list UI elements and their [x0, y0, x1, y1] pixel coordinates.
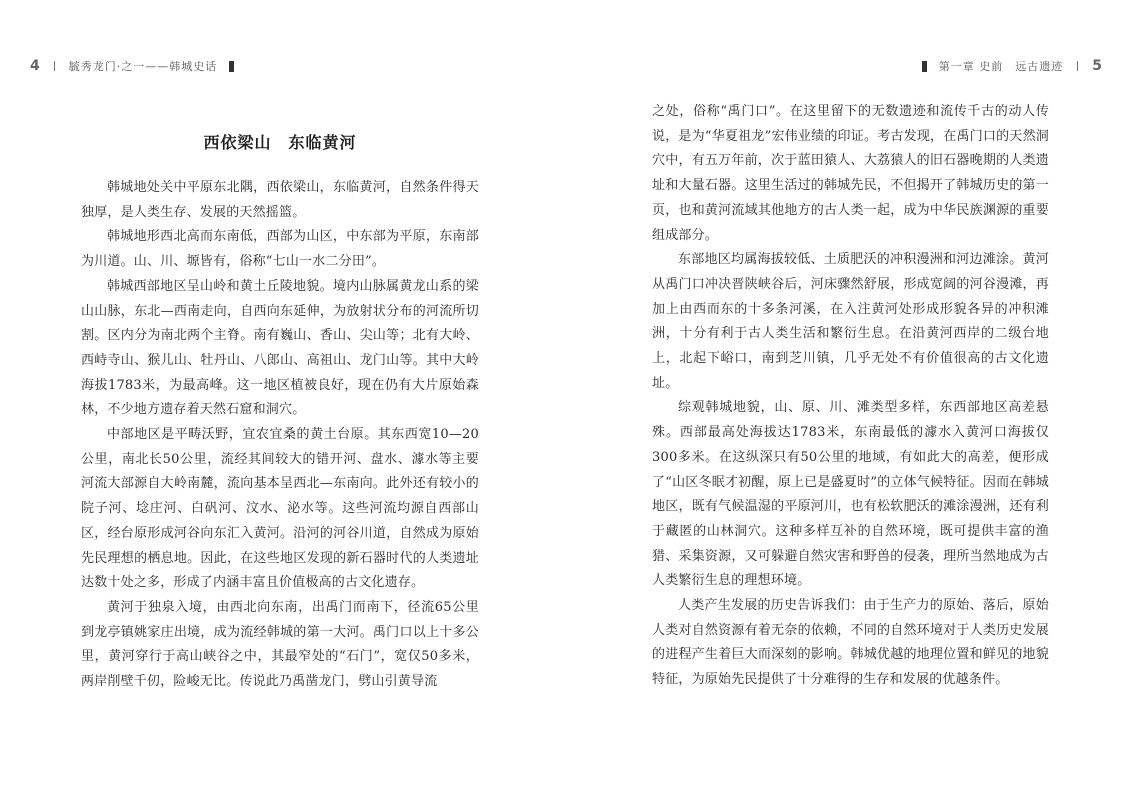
left-running-header — [30, 56, 246, 76]
section-title: 西依梁山 东临黄河 — [203, 133, 357, 152]
paragraph: 韩城地形西北高而东南低，西部为山区，中东部为平原，东南部为川道。山、川、塬皆有，俗称“七山一水二分田”。 — [81, 229, 479, 270]
paragraph: 人类产生发展的历史告诉我们：由于生产力的原始、落后，原始人类对自然资源有着无奈的依赖，不同的自然环境对于人类历史发展的进程产生着巨大而深刻的影响。韩城优越的地理位置和鲜见的地貌特征，为原始先民提供了十分难得的生存和发展的优越条件。 — [652, 598, 1049, 688]
header-block-marker — [229, 61, 234, 72]
left-page-number: 4 — [30, 58, 40, 74]
paragraph: 黄河于独泉入境，由西北向东南，出禹门而南下，径流65公里到龙亭镇姚家庄出境，成为流经韩城的第一大河。禹门口以上十多公里，黄河穿行于高山峡谷之中，其最窄处的“石门”，宽仅50多米，两岸削壁千仞，险峻无比。传说此乃禹凿龙门，劈山引黄导流 — [81, 599, 479, 690]
paragraph: 综观韩城地貌，山、原、川、滩类型多样，东西部地区高差悬殊。西部最高处海拔达1783米，东南最低的澽水入黄河口海拔仅300多米。在这纵深只有50公里的地域，有如此大的高差，便形成了“山区冬眠才初醒，原上已是盛夏时”的立体气候特征。因而在韩城地区，既有气候温湿的平原河川，也有松软肥沃的滩涂漫洲，还有利于藏匿的山林洞穴。这种多样互补的自然环境，既可提供丰富的渔猎、采集资源，又可躲避自然灾害和野兽的侵袭，理所当然地成为古人类繁衍生息的理想环境。 — [652, 400, 1049, 589]
right-page-number: 5 — [1092, 58, 1102, 74]
header-block-marker — [922, 61, 927, 72]
paragraph: 韩城地处关中平原东北隅，西依梁山，东临黄河，自然条件得天独厚，是人类生存、发展的天然摇篮。 — [81, 180, 479, 220]
header-divider — [54, 61, 55, 71]
left-body-text — [81, 176, 479, 695]
paragraph: 韩城西部地区呈山岭和黄土丘陵地貌。境内山脉属黄龙山系的梁山山脉，东北—西南走向，自西向东延伸，为放射状分布的河流所切割。区内分为南北两个主脊。南有巍山、香山、尖山等；北有大岭、西峙寺山、猴儿山、牡丹山、八郎山、高祖山、龙门山等。其中大岭海拔1783米，为最高峰。这一地区植被良好，现在仍有大片原始森林，不少地方遗存着天然石窟和洞穴。 — [81, 278, 479, 418]
paragraph: 东部地区均属海拔较低、土质肥沃的冲积漫洲和河边滩涂。黄河从禹门口冲决晋陕峡谷后，河床骤然舒展，形成宽阔的河谷漫滩，再加上由西而东的十多条河溪，在入注黄河处形成形貌各异的冲积滩洲，十分有利于古人类生活和繁衍生息。在沿黄河西岸的二级台地上，北起下峪口，南到芝川镇，几乎无处不有价值很高的古文化遗址。 — [652, 252, 1049, 391]
paragraph: 中部地区是平畴沃野，宜农宜桑的黄土台原。其东西宽10—20公里，南北长50公里，流经其间较大的错开河、盘水、澽水等主要河流大部源自大岭南麓，流向基本呈西北—东南向。此外还有较小的院子河、埝庄河、白矾河、汶水、泌水等。这些河流均源自西部山区，经台原形成河谷向东汇入黄河。沿河的河谷川道，自然成为原始先民理想的栖息地。因此，在这些地区发现的新石器时代的人类遗址达数十处之多，形成了内涵丰富且价值极高的古文化遗存。 — [81, 427, 479, 591]
left-running-head: 毓秀龙门·之一——韩城史话 — [68, 60, 218, 73]
header-divider — [1077, 61, 1078, 71]
right-running-head: 第一章 史前 远古遗迹 — [938, 60, 1064, 73]
right-body-text — [652, 100, 1049, 693]
right-page — [566, 0, 1132, 799]
continued-paragraph: 之处，俗称“禹门口”。在这里留下的无数遗迹和流传千古的动人传说，是为“华夏祖龙”宏伟业绩的印证。考古发现，在禹门口的天然洞穴中，有五万年前，次于蓝田猿人、大荔猿人的旧石器晚期的人类遗址和大量石器。这里生活过的韩城先民，不但揭开了韩城历史的第一页，也和黄河流域其他地方的古人类一起，成为中华民族渊源的重要组成部分。 — [652, 104, 1049, 243]
right-running-header — [910, 56, 1102, 76]
